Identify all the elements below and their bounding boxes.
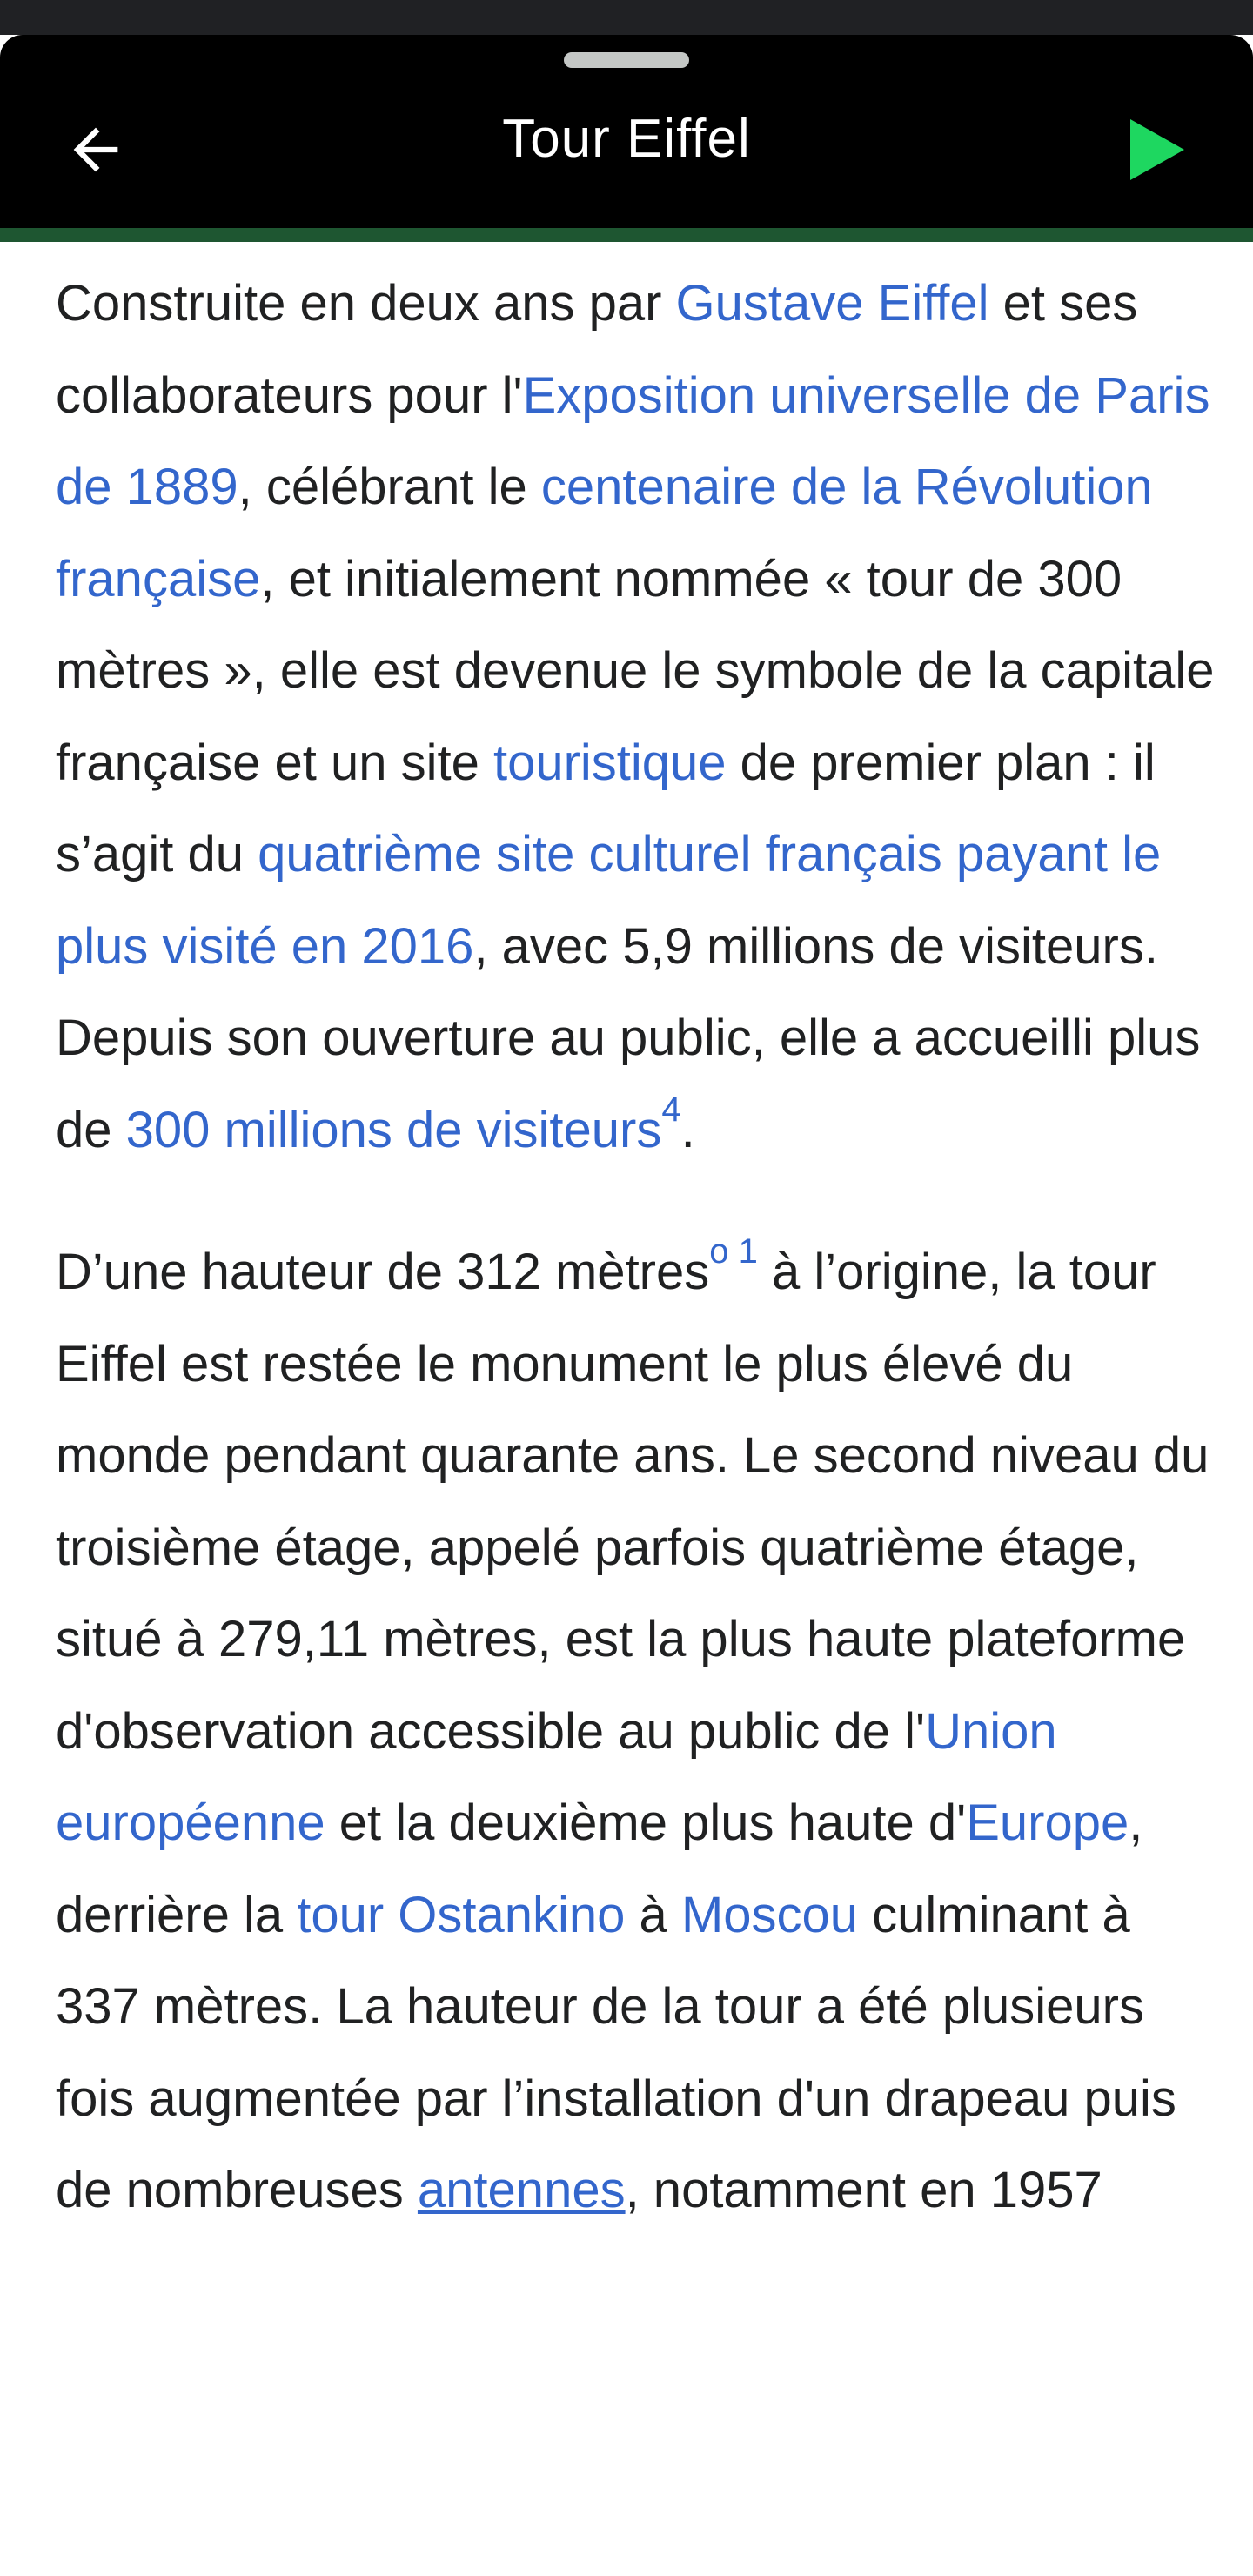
link-tour-ostankino[interactable]: tour Ostankino: [297, 1886, 626, 1943]
link-gustave-eiffel[interactable]: Gustave Eiffel: [675, 275, 989, 332]
paragraph-text: et la deuxième plus haute d': [325, 1794, 967, 1851]
paragraph-text: , notamment en 1957: [625, 2162, 1102, 2218]
link-touristique[interactable]: touristique: [492, 734, 727, 791]
page-title: Tour Eiffel: [502, 109, 751, 169]
arrow-left-icon: [63, 117, 129, 183]
header-divider: [0, 228, 1253, 242]
paragraph-text: .: [680, 1101, 695, 1158]
play-button[interactable]: [1105, 97, 1209, 202]
paragraph-text: de premier plan : il s’agit du: [56, 734, 1156, 882]
paragraph-text: et ses collaborateurs pour l': [56, 275, 1138, 424]
link-quatrieme-site[interactable]: quatrième site culturel français payant le plus visité en 2016: [56, 826, 1162, 975]
paragraph-2: [56, 1226, 1215, 2237]
link-centenaire-revolution[interactable]: centenaire de la Révolution française: [56, 459, 1153, 607]
link-exposition-universelle[interactable]: Exposition universelle de Paris de 1889: [56, 366, 1210, 515]
paragraph-text: à: [625, 1886, 681, 1943]
back-button[interactable]: [44, 97, 148, 202]
paragraph-text: à l’origine, la tour Eiffel est restée le monument le plus élevé du monde pendant quarante ans. Le second niveau du troisième étage, appelé parfois quatrième étage, situé à 279,11 mètres, est la plus haute plateforme d'observation accessible au public de l': [56, 1244, 1209, 1760]
link-300-millions[interactable]: 300 millions de visiteurs: [125, 1101, 662, 1158]
status-bar: [0, 0, 1253, 35]
paragraph-text: , célébrant le: [238, 459, 541, 515]
reference-number: o 1: [709, 1232, 758, 1271]
paragraph-text: , et initialement nommée « tour de 300 mètres », elle est devenue le symbole de la capitale française et un site: [56, 550, 1215, 791]
article-body: [56, 258, 1215, 2576]
reference-4[interactable]: [661, 1090, 681, 1158]
drag-handle[interactable]: [564, 52, 689, 68]
paragraph-text: culminant à 337 mètres. La hauteur de la tour a été plusieurs fois augmentée par l’installation d'un drapeau puis de nombreuses: [56, 1886, 1176, 2218]
reference-number: 4: [661, 1090, 681, 1129]
play-icon: [1127, 117, 1188, 182]
link-moscou[interactable]: Moscou: [680, 1886, 859, 1943]
paragraph-1: [56, 258, 1215, 1176]
reference-o1[interactable]: [709, 1232, 758, 1300]
article-header: [0, 35, 1253, 228]
paragraph-text: D’une hauteur de 312 mètres: [56, 1244, 710, 1300]
paragraph-text: , derrière la: [56, 1794, 1143, 1943]
link-union-europeenne[interactable]: Union européenne: [56, 1702, 1057, 1851]
paragraph-text: Construite en deux ans par: [56, 275, 676, 332]
paragraph-text: , avec 5,9 millions de visiteurs. Depuis son ouverture au public, elle a accueilli plus de: [56, 917, 1201, 1158]
link-europe[interactable]: Europe: [966, 1794, 1129, 1851]
link-antennes[interactable]: antennes: [417, 2162, 626, 2218]
